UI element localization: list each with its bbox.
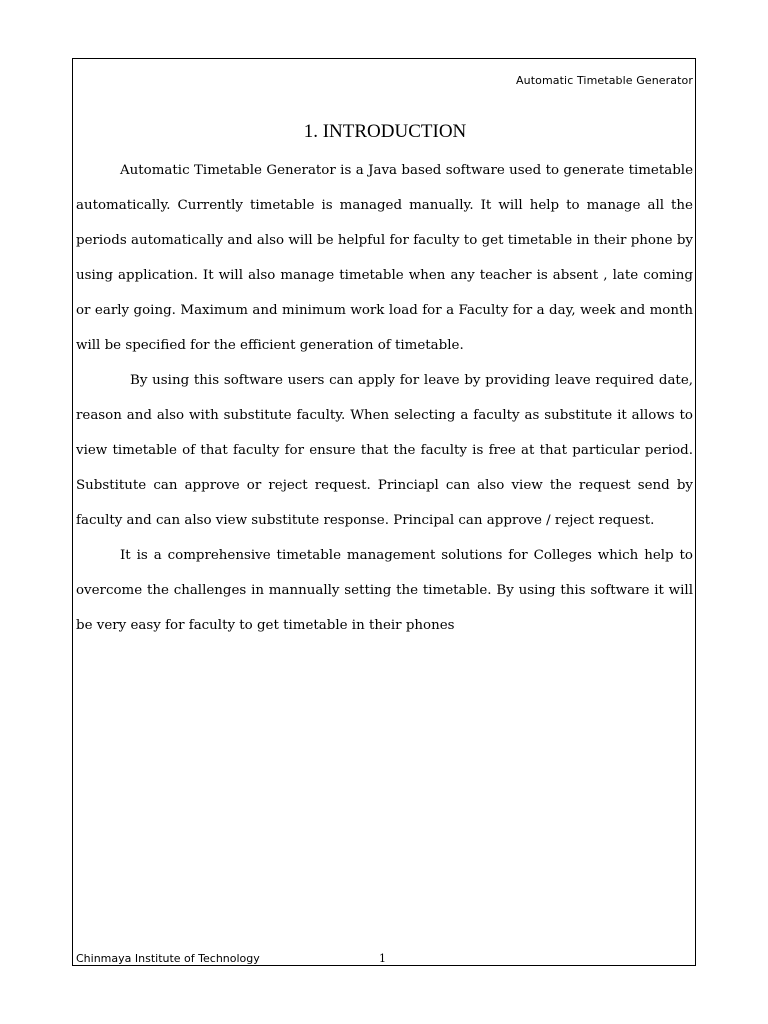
footer-page-number: 1	[379, 952, 386, 965]
body-text	[76, 153, 693, 643]
running-header: Automatic Timetable Generator	[516, 74, 693, 87]
page-frame	[72, 58, 696, 966]
paragraph-summary: It is a comprehensive timetable management solutions for Colleges which help to overcome the challenges in mannually setting the timetable. By using this software it will be very easy for faculty to get timetable in their phones	[76, 548, 693, 633]
section-title: 1. INTRODUCTION	[303, 121, 467, 142]
footer-institution: Chinmaya Institute of Technology	[76, 952, 260, 965]
paragraph-leave: By using this software users can apply for leave by providing leave required date, reason and also with substitute faculty. When selecting a faculty as substitute it allows to view timetable of that faculty for ensure that the faculty is free at that particular period. Substitute can approve or reject request. Princiapl can also view the request send by faculty and can also view substitute response. Principal can approve / reject request.	[76, 373, 693, 528]
paragraph-intro: Automatic Timetable Generator is a Java based software used to generate timetable automatically. Currently timetable is managed manually. It will help to manage all the periods automatically and also will be helpful for faculty to get timetable in their phone by using application. It will also manage timetable when any teacher is absent , late coming or early going. Maximum and minimum work load for a Faculty for a day, week and month will be specified for the efficient generation of timetable.	[76, 163, 693, 353]
